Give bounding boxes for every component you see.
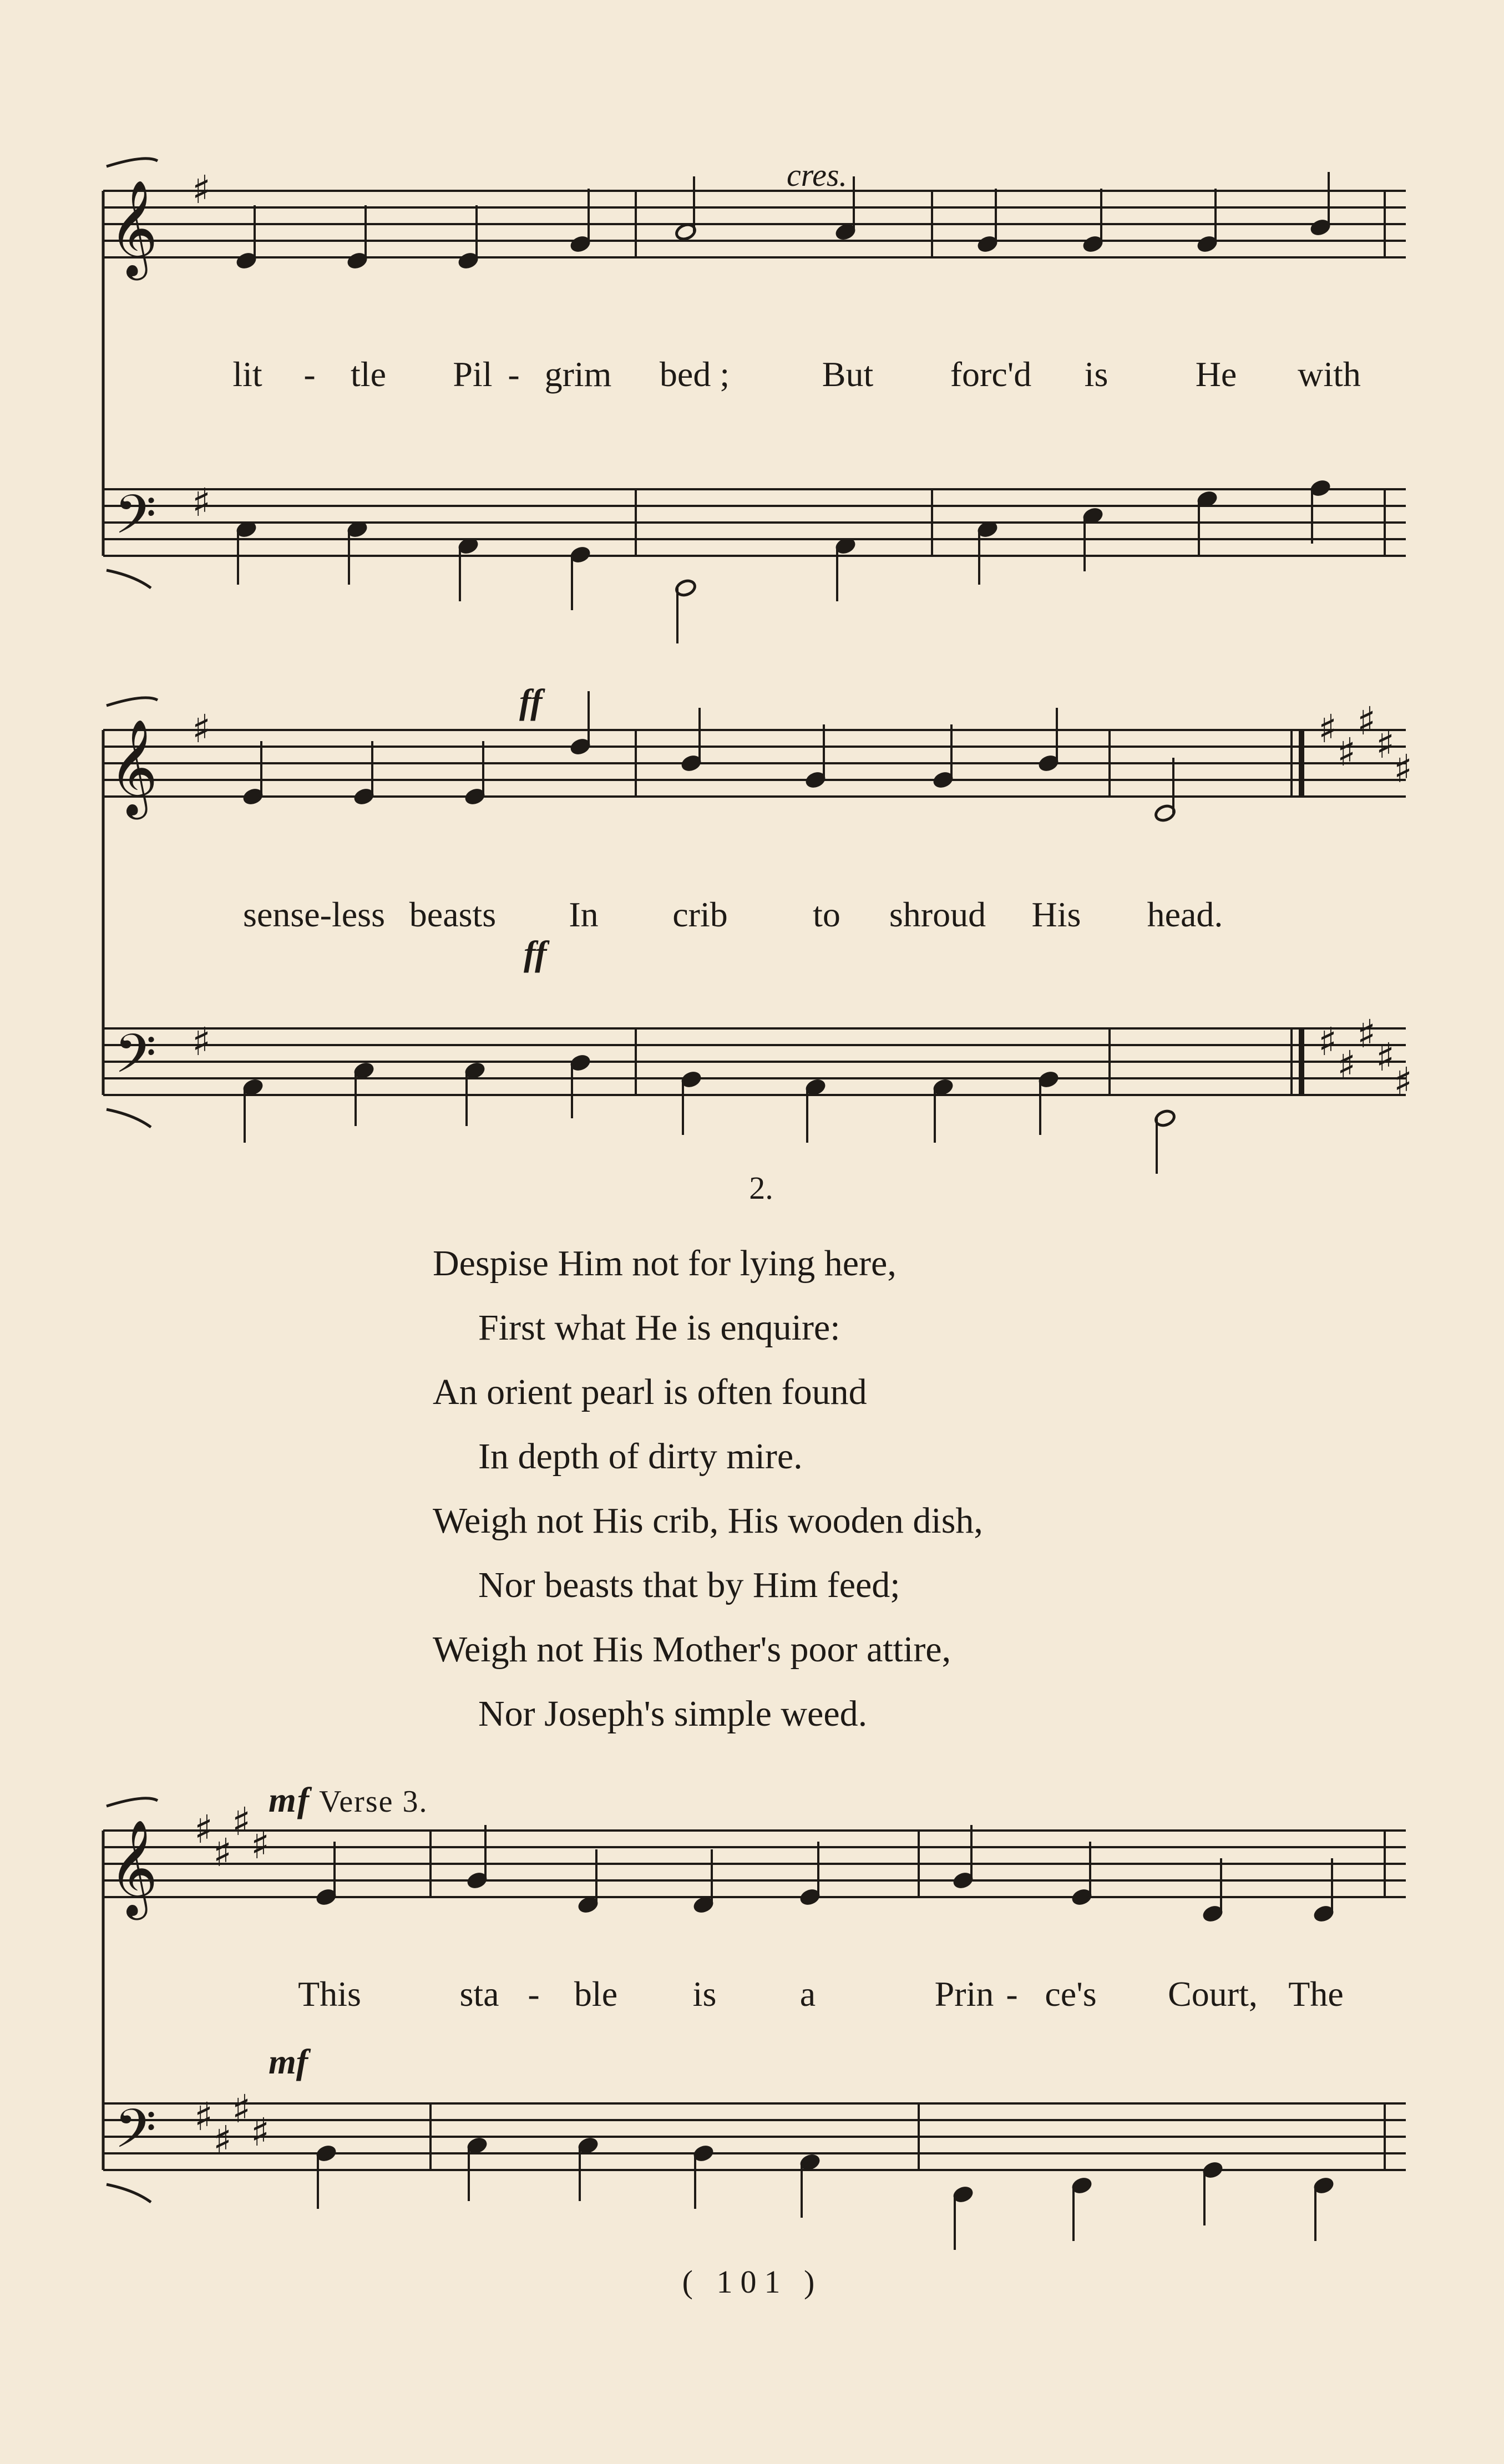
sharp-icon: ♯ [192,1019,211,1064]
system-brace-top [107,1798,158,1806]
system-brace-top [107,698,158,706]
treble-clef-icon: 𝄞 [109,1819,158,1916]
syllable: Court, [1168,1974,1258,2014]
lyrics-line-2 [0,894,1504,944]
syllable: lit [232,354,262,394]
verse-line: Weigh not His Mother's poor attire, [433,1629,951,1670]
syllable: a [799,1974,816,2014]
syllable: head. [1147,895,1223,934]
syllable: The [1288,1974,1344,2014]
system-brace-bottom [107,570,151,588]
verse-2-text [433,1231,983,1746]
mezzo-forte-marking: mf [269,1780,311,1819]
sharp-icon: ♯ [251,1822,270,1868]
verse-number: 2. [749,1170,773,1206]
verse-line: An orient pearl is often found [433,1372,867,1412]
fortissimo-marking-bass: ff [524,934,547,973]
bass-clef-icon: 𝄢 [114,2097,156,2173]
sharp-icon: ♯ [192,706,211,752]
syllable: is [1084,354,1108,394]
syllable: Pil [453,354,493,394]
sharp-icon: ♯ [192,480,211,525]
syllable: His [1031,895,1081,934]
bass-clef-icon: 𝄢 [114,1022,156,1098]
sharp-icon: ♯ [194,1807,213,1852]
sharp-icon: ♯ [1394,746,1412,792]
syllable: In [569,895,599,934]
syllable: Prin [934,1974,994,2014]
system-brace-bottom [107,1109,151,1127]
syllable: - [528,1974,540,2014]
syllable: sta [459,1974,499,2014]
mezzo-forte-marking-bass: mf [269,2042,308,2081]
crescendo-marking: cres. [787,157,847,193]
syllable: is [692,1974,717,2014]
syllable: - [508,354,520,394]
syllable: But [822,354,874,394]
lyrics-line-1 [0,354,1504,404]
syllable: He [1195,354,1237,394]
sharp-icon: ♯ [232,2086,251,2132]
syllable: - [1006,1974,1018,2014]
syllable: tle [351,354,386,394]
sharp-icon: ♯ [192,167,211,212]
syllable: beasts [409,895,497,934]
syllable: sense-less [243,895,385,934]
sharp-icon: ♯ [1318,706,1337,752]
sharp-icon: ♯ [251,2110,270,2155]
verse-3-label: Verse 3. [319,1784,428,1819]
sharp-icon: ♯ [213,2117,232,2163]
verse-heading [269,1779,428,1821]
verse-line: First what He is enquire: [478,1307,840,1348]
sharp-icon: ♯ [232,1799,251,1844]
syllable: to [813,895,840,934]
lyrics-line-3 [0,1974,1504,2024]
sharp-icon: ♯ [1376,1035,1395,1080]
sharp-icon: ♯ [194,2094,213,2139]
syllable: ble [574,1974,618,2014]
verse-line: Nor Joseph's simple weed. [478,1694,868,1734]
verse-line: In depth of dirty mire. [478,1436,803,1477]
verse-line: Weigh not His crib, His wooden dish, [433,1500,983,1541]
syllable: shroud [889,895,986,934]
sharp-icon: ♯ [1357,1011,1376,1057]
syllable: ce's [1045,1974,1097,2014]
treble-clef-icon: 𝄞 [109,719,158,815]
sharp-icon: ♯ [213,1830,232,1875]
verse-line: Despise Him not for lying here, [433,1243,897,1284]
syllable: forc'd [950,354,1032,394]
verse-line: Nor beasts that by Him feed; [478,1565,900,1605]
syllable: grim [544,354,612,394]
sharp-icon: ♯ [1318,1019,1337,1064]
sharp-icon: ♯ [1337,729,1356,775]
treble-clef-icon: 𝄞 [109,180,158,276]
syllable: bed ; [659,354,730,394]
sharp-icon: ♯ [1394,1059,1412,1104]
fortissimo-marking: ff [519,682,543,721]
system-brace-bottom [107,2184,151,2202]
syllable: crib [672,895,728,934]
system-brace-top [107,159,158,166]
sharp-icon: ♯ [1337,1042,1356,1088]
sharp-icon: ♯ [1357,698,1376,744]
syllable: with [1298,354,1361,394]
syllable: This [298,1974,361,2014]
sharp-icon: ♯ [1376,722,1395,767]
page-number: ( 101 ) [682,2264,823,2300]
bass-clef-icon: 𝄢 [114,483,156,559]
syllable: - [303,354,316,394]
